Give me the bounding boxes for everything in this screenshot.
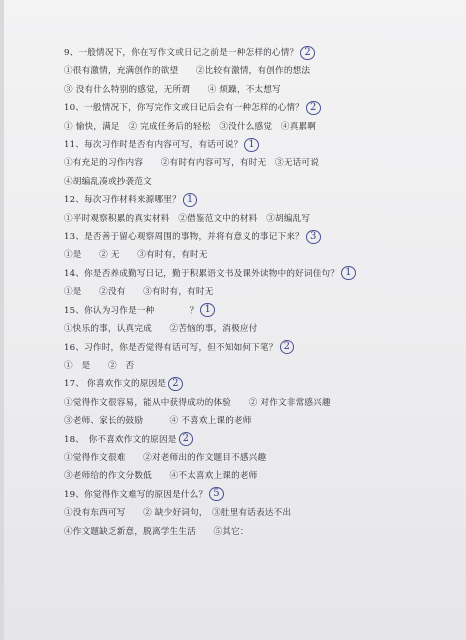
question-9 <box>64 44 430 99</box>
question-text: 18、 你不喜欢作文的原因是 <box>64 434 177 445</box>
option-line: ①是 ②没有 ③有时有，有时无 <box>64 287 214 298</box>
question-text: 16、习作时，你是否觉得有话可写，但不知如何下笔？ <box>64 342 278 353</box>
handwritten-answer: 1 <box>244 138 259 152</box>
question-text: 17、 你喜欢作文的原因是 <box>64 379 167 390</box>
option-line: ①没有东西可写 ② 缺少好词句， ③肚里有话表达不出 <box>64 508 292 519</box>
handwritten-answer: 5 <box>209 487 224 501</box>
question-text: 10、一般情况下，你写完作文或日记后会有一种怎样的心情？ <box>64 103 304 114</box>
question-19 <box>64 486 430 541</box>
option-line: ③ 没有什么特别的感觉，无所谓 ④ 烦躁，不太想写 <box>64 84 281 95</box>
handwritten-answer: 2 <box>306 101 321 115</box>
handwritten-answer: 3 <box>306 230 321 244</box>
handwritten-answer: 1 <box>200 303 215 317</box>
handwritten-answer: 2 <box>300 46 315 60</box>
option-line: ①觉得作文很容易，能从中获得成功的体验 ② 对作文非常感兴趣 <box>64 397 331 408</box>
option-line: ③老师、家长的鼓励 ④ 不喜欢上课的老师 <box>64 416 252 427</box>
option-line: ③老师给的作文分数低 ④不太喜欢上课的老师 <box>64 471 258 482</box>
handwritten-answer: 1 <box>341 266 356 280</box>
option-line: ④作文题缺乏新意，脱离学生生活 ⑤其它： <box>64 526 249 537</box>
question-text: 15、你认为习作是一种 ？ <box>64 305 199 316</box>
question-text: 9、一般情况下，你在写作文或日记之前是一种怎样的心情？ <box>64 48 299 58</box>
question-17 <box>64 375 430 430</box>
question-text: 19、你觉得作文难写的原因是什么？ <box>64 489 208 500</box>
question-text: 14、你是否养成勤写日记，勤于积累语文书及课外读物中的好词佳句？ <box>64 268 340 279</box>
question-text: 12、每次习作材料来源哪里？ <box>64 195 181 206</box>
option-line: ①很有激情，充满创作的欲望 ②比较有激情，有创作的想法 <box>64 66 311 77</box>
question-16 <box>64 339 430 376</box>
question-10 <box>64 99 430 136</box>
page-edge-shadow <box>0 0 4 640</box>
option-line: ①觉得作文很难 ②对老师出的作文题目不感兴趣 <box>64 452 267 463</box>
option-line: ① 是 ② 否 <box>64 360 135 371</box>
option-line: ①快乐的事，认真完成 ②苦恼的事，消极应付 <box>64 324 258 335</box>
question-11 <box>64 136 430 191</box>
option-line: ①是 ② 无 ③有时有，有时无 <box>64 250 208 261</box>
option-line: ①有充足的习作内容 ②有时有内容可写，有时无 ③无话可说 <box>64 158 320 169</box>
option-line: ①平时观察积累的真实材料 ②借鉴范文中的材料 ③胡编乱写 <box>64 213 311 224</box>
handwritten-answer: 2 <box>280 340 295 354</box>
question-12 <box>64 191 430 228</box>
question-15 <box>64 302 430 339</box>
question-14 <box>64 265 430 302</box>
handwritten-answer: 2 <box>179 432 194 446</box>
question-18 <box>64 431 430 486</box>
handwritten-answer: 2 <box>168 377 183 391</box>
option-line: ① 愉快，满足 ② 完成任务后的轻松 ③没什么感觉 ④真累啊 <box>64 121 317 132</box>
question-13 <box>64 228 430 265</box>
option-line: ④胡编乱凑或抄袭范文 <box>64 176 152 187</box>
handwritten-answer: 1 <box>183 193 198 207</box>
question-text: 13、是否善于留心观察周围的事物，并将有意义的事记下来？ <box>64 232 304 243</box>
question-text: 11、每次习作时是否有内容可写，有话可说？ <box>64 140 243 151</box>
